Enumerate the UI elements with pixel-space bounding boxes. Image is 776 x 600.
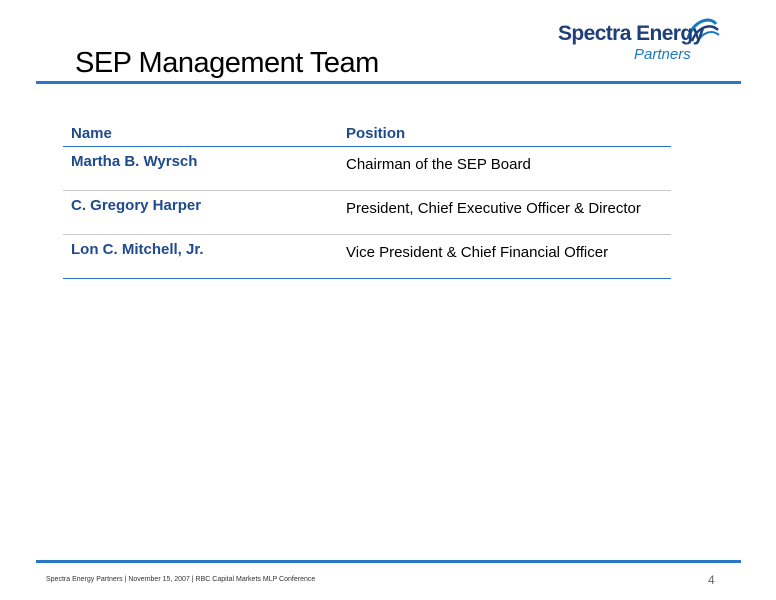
table-row <box>63 235 671 279</box>
footer-text: Spectra Energy Partners | November 15, 2007 | RBC Capital Markets MLP Conference <box>46 576 316 583</box>
page-number: 4 <box>708 573 715 587</box>
management-table <box>63 122 671 279</box>
logo-wordmark: Spectra Energy <box>558 22 704 45</box>
slide-title: SEP Management Team <box>75 47 379 79</box>
table-header <box>63 122 671 147</box>
member-position: Chairman of the SEP Board <box>346 156 531 173</box>
member-name: C. Gregory Harper <box>71 197 202 214</box>
table-row <box>63 147 671 191</box>
member-name: Lon C. Mitchell, Jr. <box>71 241 204 258</box>
company-logo <box>554 12 722 66</box>
column-header-name: Name <box>71 125 112 142</box>
header-divider <box>36 81 741 84</box>
member-name: Martha B. Wyrsch <box>71 153 198 170</box>
member-position: President, Chief Executive Officer & Director <box>346 200 641 217</box>
logo-tagline: Partners <box>634 46 691 63</box>
column-header-position: Position <box>346 125 406 142</box>
table-row <box>63 191 671 235</box>
member-position: Vice President & Chief Financial Officer <box>346 244 609 261</box>
footer-divider <box>36 560 741 563</box>
